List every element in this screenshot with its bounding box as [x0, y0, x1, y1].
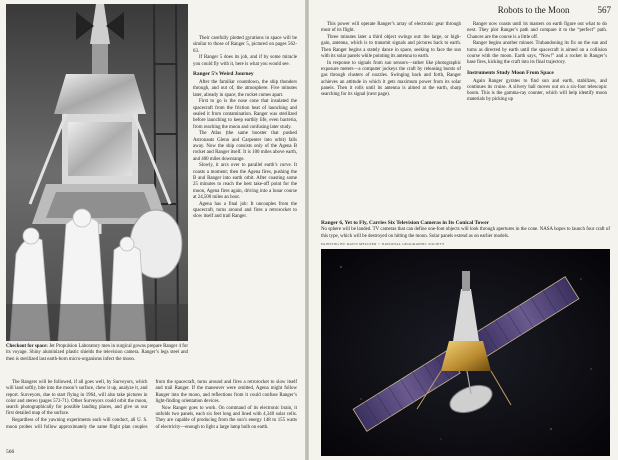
paragraph: Slowly, it arcs over to parallel earth’s curve. It coasts a moment; then the Agena fires, pushing the B and Ranger into earth orbit. After coasting some 25 minutes to reach the best take-off point for the moon, Agena fires again, driving into a lunar course at 24,500 miles an hour.: [193, 163, 297, 200]
right-page: [309, 0, 618, 460]
running-head: [321, 5, 611, 15]
illustration-caption: [321, 220, 610, 247]
page-number-right: 567: [597, 5, 611, 15]
painting-credit: PAINTING BY DAVIS MELTZER © NATIONAL GEOGRAPHIC SOCIETY: [321, 241, 445, 246]
right-column-a: [321, 22, 461, 99]
caption-body: No sphere will be landed. TV cameras that can define one-foot objects will look through apertures in the cone. NASA hopes to launch four craft of this type, which will be destroyed on hitting the moon. Solar panels extend as on earlier models.: [321, 227, 610, 239]
paragraph: Now Ranger goes to work. On command of its electronic brain, it unfolds two panels, each six feet long and lined with 4,340 solar cells. They are capable of producing from the sun’s energy 148 to 155 watts of electricity—enough to light a large lamp bulb on earth.: [155, 405, 297, 430]
paragraph: Three minutes later a third object swings out: the large, or high-gain, antenna, which is to transmit signals and pictures back to earth. Then Ranger begins a stately dance in space, seeking to face the sun with its solar panels while pointing its antenna to earth.: [321, 35, 461, 59]
paragraph: Again Ranger gyrates to find sun and earth, stabilizes, and continues its cruise. A silvery ball moves out on a six-foot telescopic boom. This is the gamma-ray counter, which will help identify moon materials by picking up: [467, 78, 607, 103]
paragraph: Their carefully plotted gyrations in space will be similar to those of Ranger 5, pictured on pages 562-63.: [193, 36, 297, 54]
caption-title: Checkout for space:: [6, 344, 48, 349]
left-column-a: [193, 36, 297, 221]
left-page: [0, 0, 305, 460]
paragraph: After the familiar countdown, the ship thunders through, and out of, the atmosphere. Five minutes later, already in space, the rocket comes apart.: [193, 79, 297, 98]
paragraph: Agena has a final job: It uncouples from the spacecraft, turns around and fires a retrorocket to slow itself and trail Ranger.: [193, 201, 297, 220]
paragraph: Ranger begins another minuet. Trabandoning its fix on the sun and turns as directed by earth until the spacecraft is aimed on a collision course with the moon. Earth says, “Now!” and a rocket in Ranger’s base fires, kicking the craft into its final trajectory.: [467, 41, 607, 66]
paragraph: Regardless of the yawning experiments each will conduct, all U. S. moon probes will follow approximately the same flight plan couples from the spacecraft, turns around and fires a retrorocket to slow itself and trail Ranger. If the maneuver were omitted, Agena might follow Ranger into the moon, and reflections from it could confuse Ranger’s light-finding orientation devices.: [6, 380, 297, 430]
page-number-left: 566: [6, 449, 15, 455]
paragraph: The Atlas (the same booster that pushed Astronauts Glenn and Carpenter into orbit) falls away. Now the ship consists only of the Agena B rocket and Ranger itself. It is 100 miles above earth, and 400 miles downrange.: [193, 131, 297, 162]
ranger-painting: [321, 249, 610, 456]
right-column-b: [467, 22, 607, 104]
checkout-photo: [6, 4, 188, 341]
paragraph: In response to signals from sun sensors—rather like photographic exposure meters—a computer jockeys the craft by releasing bursts of gas through clusters of nozzles. Swinging back and forth, Ranger achieves an attitude in which it gets maximum power from its solar panels. Then it rolls until its antenna is aimed at the earth, sharp searching for its signal (next page).: [321, 60, 461, 98]
photo-caption-left: [6, 344, 188, 363]
subhead-instruments: Instruments Study Moon From Space: [467, 69, 554, 76]
running-head-title: Robots to the Moon: [497, 5, 570, 15]
caption-body: Jet Propulsion Laboratory men in surgical gowns prepare Ranger 4 for its voyage. Shiny aluminized plastic shields the television camera. Ranger’s legs steel and then is sterilized last earth-born micro-organisms infect the moon.: [6, 344, 188, 362]
paragraph: If Ranger 5 does its job, and if by some miracle you could fly with it, here is what you would see.: [193, 55, 297, 67]
paragraph: The Rangers will be followed, if all goes well, by Surveyors, which will land softly, bite into the moon’s surface, chew it up, analyze it, and report. Surveyors, due to start flying in 1964, will also take pictures in color and stereo (pages 572-71). Other Surveyors could orbit the moon, search photographically for possible landing places, and give us our first detailed map of the surface.: [6, 380, 148, 417]
paragraph: Ranger now coasts until its masters on earth figure out what to do next. They plot Ranger’s path and compare it to the “perfect” path. Chances are the course is a little off.: [467, 22, 607, 40]
caption-title: Ranger 6, Yet to Fly, Carries Six Television Cameras in Its Conical Tower: [321, 220, 490, 226]
subhead-weird-journey: Ranger 5’s Weird Journey: [193, 70, 254, 77]
paragraph: First to go is the nose cone that insulated the spacecraft from the friction heat of launching and sealed it from contamination. Ranger was sterilized before launching to keep earthly life, even bacteria, from reaching the moon and confusing later study.: [193, 99, 297, 130]
paragraph: This power will operate Ranger’s array of electronic gear through most of its flight.: [321, 22, 461, 34]
left-column-b: [6, 380, 297, 431]
